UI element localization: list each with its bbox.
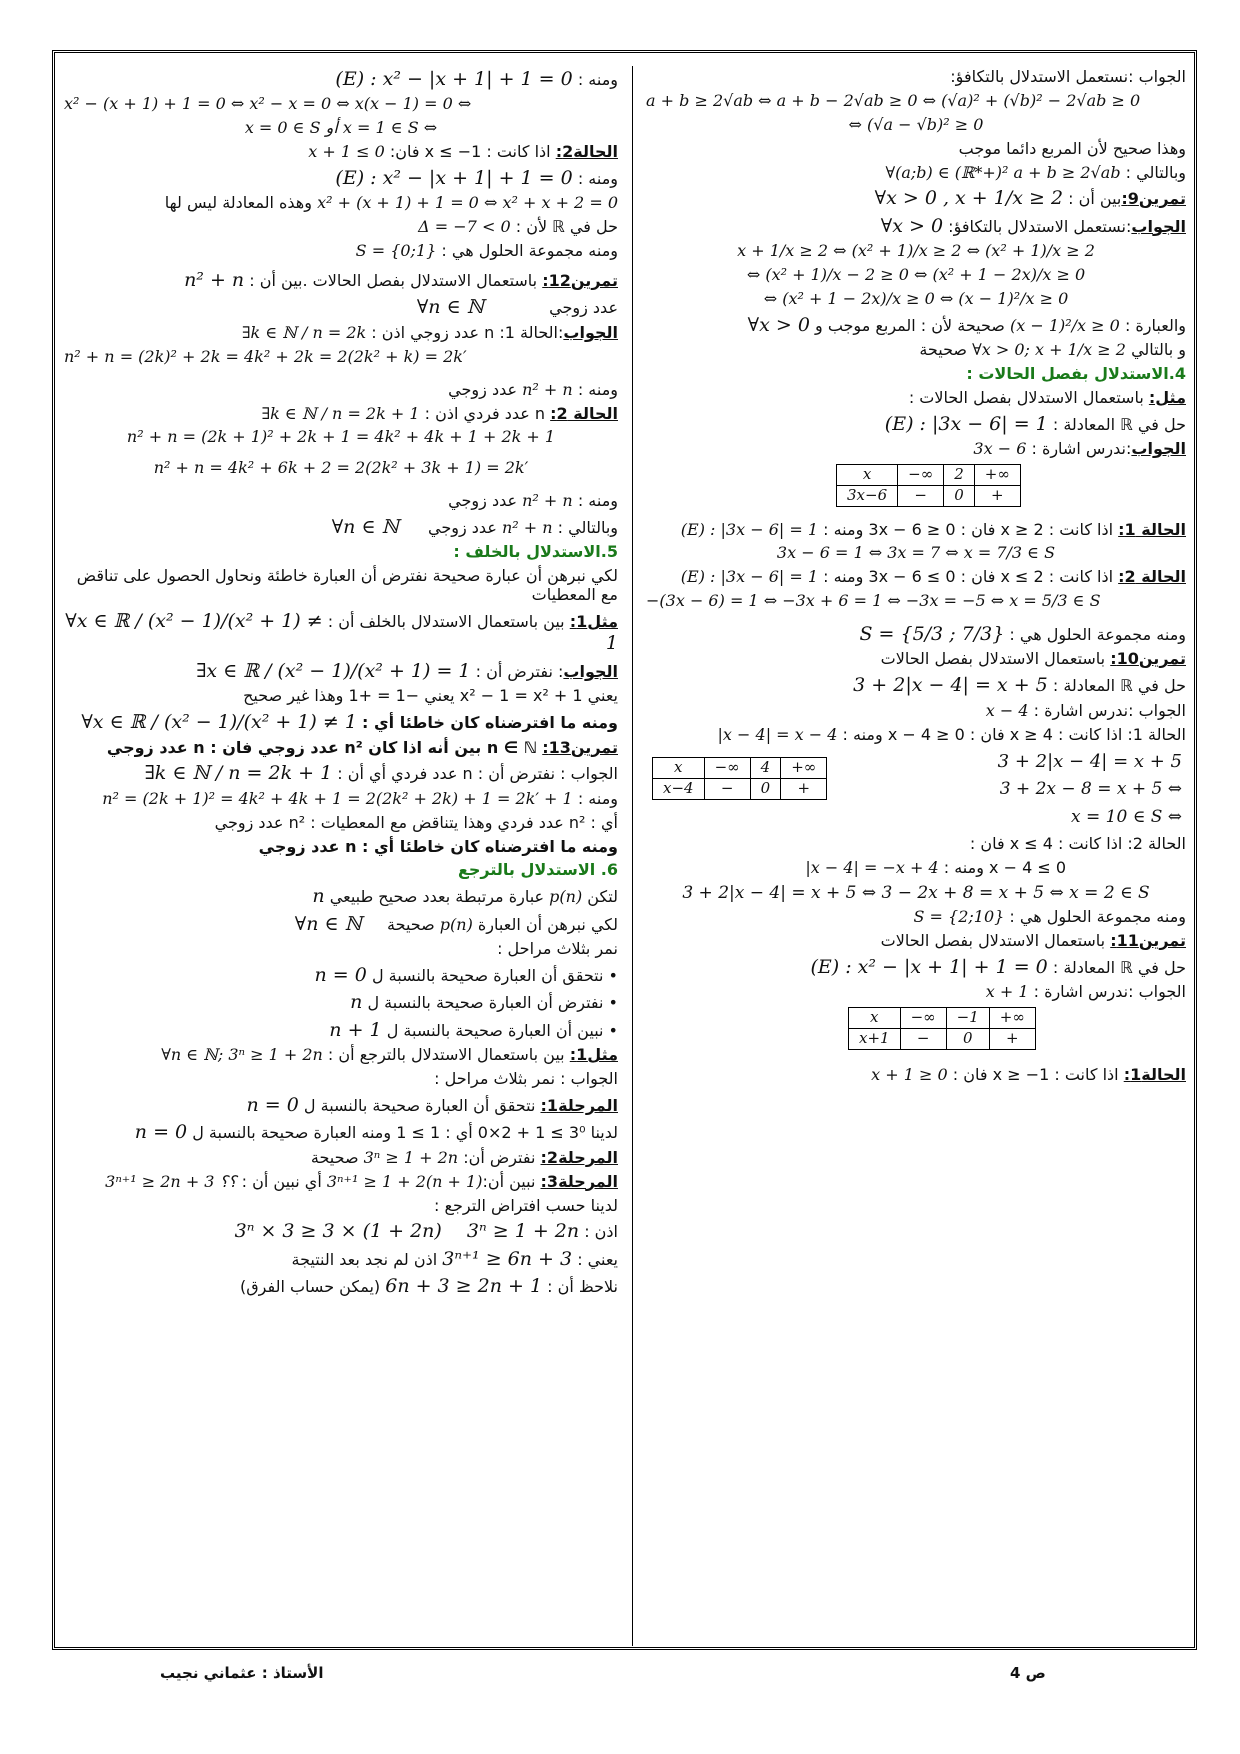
table-cell: 3x−6 xyxy=(837,485,898,506)
text-line: ومنه مجموعة الحلول هي : S = {0;1} xyxy=(355,241,618,261)
page-number: ص 4 xyxy=(1010,1664,1046,1682)
table-cell: x−4 xyxy=(653,779,705,800)
text-line: الجواب : نفترض أن : n عدد فردي أي أن : ∃k ∈ ℕ / n = 2k + 1 xyxy=(144,762,618,785)
sign-table xyxy=(640,464,1192,506)
text-line: أي : n² عدد فردي وهذا يتناقض مع المعطيات : n² عدد زوجي xyxy=(214,812,618,832)
text-line: حل في ℝ المعادلة : (E) : |3x − 6| = 1 xyxy=(884,412,1186,435)
text-line: ومنه : (E) : x² − |x + 1| + 1 = 0 xyxy=(335,68,618,90)
text-line: x − 4 ≤ 0 ومنه : |x − 4| = −x + 4 xyxy=(805,858,1066,878)
exercise-11: تمرين11: باستعمال الاستدلال بفصل الحالات xyxy=(880,931,1186,951)
table-cell: + xyxy=(781,779,827,800)
table-cell: +∞ xyxy=(974,465,1020,486)
exercise-9: تمرين9:بين أن : ∀x > 0 , x + 1/x ≥ 2 xyxy=(874,187,1186,210)
text-line: الجواب :نستعمل الاستدلال بالتكافؤ: xyxy=(950,67,1186,86)
table-cell: x+1 xyxy=(849,1028,901,1049)
sign-table xyxy=(848,1007,1036,1049)
text-line: حل في ℝ المعادلة : (E) : x² − |x + 1| + 1 = 0 xyxy=(810,955,1186,978)
table-cell: x xyxy=(837,465,898,486)
text-line: لكي نبرهن أن عبارة صحيحة نفترض أن العبارة خاطئة ونحاول الحصول على تناقض مع المعطيات xyxy=(76,566,618,605)
table-cell: +∞ xyxy=(781,758,827,779)
table-cell: 4 xyxy=(750,758,781,779)
math-line: x = 0 ∈ S أو x = 1 ∈ S ⇔ xyxy=(244,118,438,138)
text-line: ومنه ما افترضناه كان خاطئا أي : n عدد زوجي xyxy=(258,836,618,856)
text-line: ومنه مجموعة الحلول هي : S = {5/3 ; 7/3} xyxy=(859,623,1186,645)
text-line: وهذا صحيح لأن المربع دائما موجب xyxy=(958,138,1186,158)
list-item: • نبين أن العبارة صحيحة بالنسبة ل n + 1 xyxy=(64,1019,618,1041)
text-line: الحالة 2: n عدد فردي اذن : ∃k ∈ ℕ / n = 2k + 1 xyxy=(261,403,618,423)
column-divider xyxy=(632,66,633,1646)
math-line: x + 1/x ≥ 2 ⇔ (x² + 1)/x ≥ 2 ⇔ (x² + 1)/x ≥ 2 xyxy=(737,241,1095,261)
sign-table-wrap xyxy=(640,1007,1192,1049)
text-line: نمر بثلاث مراحل : xyxy=(497,939,618,959)
math-line: x² − (x + 1) + 1 = 0 ⇔ x² − x = 0 ⇔ x(x − 1) = 0 ⇔ xyxy=(64,94,472,114)
text-line: الجواب: نفترض أن : ∃x ∈ ℝ / (x² − 1)/(x² + 1) = 1 xyxy=(196,659,618,682)
text-line: اذن : 3ⁿ ≥ 1 + 2n 3ⁿ × 3 ≥ 3 × (1 + 2n) xyxy=(234,1220,618,1243)
math-line: a + b ≥ 2√ab ⇔ a + b − 2√ab ≥ 0 ⇔ (√a)² + (√b)² − 2√ab ≥ 0 xyxy=(646,90,1141,110)
example-1-induction: مثل1: بين باستعمال الاستدلال بالترجع أن : ∀n ∈ ℕ; 3ⁿ ≥ 1 + 2n xyxy=(161,1045,618,1065)
table-cell: −1 xyxy=(946,1008,989,1029)
text-line: ومنه : n² + n عدد زوجي xyxy=(448,379,618,399)
text-line: الجواب :ندرس اشارة : x + 1 xyxy=(985,982,1186,1002)
math-line: x = 10 ∈ S ⇔ xyxy=(1071,807,1182,828)
text-line: الجواب : نمر بثلاث مراحل : xyxy=(434,1069,618,1089)
text-line: حل في ℝ لأن : Δ = −7 < 0 xyxy=(418,217,618,237)
left-column xyxy=(58,68,624,1303)
table-cell: 0 xyxy=(946,1028,989,1049)
text-line: المرحلة3: نبين أن:3ⁿ⁺¹ ≥ 1 + 2(n + 1) أي نبين أن : 3ⁿ⁺¹ ≥ 2n + 3 ؟؟ xyxy=(105,1171,618,1191)
text-line: يعني x² − 1 = x² + 1 يعني −1 = +1 وهذا غير صحيح xyxy=(243,686,618,706)
list-item: • نتحقق أن العبارة صحيحة بالنسبة ل n = 0 xyxy=(64,964,618,986)
text-line: المرحلة1: نتحقق أن العبارة صحيحة بالنسبة ل n = 0 xyxy=(246,1093,618,1116)
table-cell: − xyxy=(898,485,944,506)
text-line: ومنه مجموعة الحلول هي : S = {2;10} xyxy=(913,907,1186,927)
text-line: الحالة 2: اذا كانت : x ≤ 2 فان : 3x − 6 ≤ 0 ومنه : (E) : |3x − 6| = 1 xyxy=(680,567,1186,587)
text-line: الحالة 1: اذا كانت : x ≥ 4 فان : x − 4 ≥ 0 ومنه : |x − 4| = x − 4 xyxy=(717,724,1186,744)
text-line: يعني : 3ⁿ⁺¹ ≥ 6n + 3 اذن لم نجد بعد النتيجة xyxy=(291,1247,618,1270)
table-cell: + xyxy=(974,485,1020,506)
text-line: الحالة1: اذا كانت : x ≥ −1 فان : x + 1 ≥ 0 xyxy=(871,1064,1186,1084)
text-line: الجواب:الحالة 1: n عدد زوجي اذن : ∃k ∈ ℕ / n = 2k xyxy=(241,322,618,342)
text-line: ومنه : n² + n عدد زوجي xyxy=(448,491,618,511)
text-line: الجواب:ندرس اشارة : 3x − 6 xyxy=(973,439,1186,459)
text-line: الحالة 1: اذا كانت : x ≥ 2 فان : 3x − 6 ≥ 0 ومنه : (E) : |3x − 6| = 1 xyxy=(680,519,1186,539)
text-line: لكي نبرهن أن العبارة p(n) صحيحة ∀n ∈ ℕ xyxy=(294,912,618,935)
exercise-12: تمرين12: باستعمال الاستدلال بفصل الحالات .بين أن : n² + n xyxy=(184,269,618,292)
text-line: الحالة2: اذا كانت : x ≤ −1 فان: x + 1 ≤ 0 xyxy=(308,142,618,162)
text-line: حل في ℝ المعادلة : 3 + 2|x − 4| = x + 5 xyxy=(853,674,1186,697)
text-line: الجواب :ندرس اشارة : x − 4 xyxy=(985,700,1186,720)
table-cell: −∞ xyxy=(898,465,944,486)
table-cell: + xyxy=(989,1028,1035,1049)
math-line: n² + n = (2k + 1)² + 2k + 1 = 4k² + 4k + 1 + 2k + 1 xyxy=(126,427,556,447)
text-line: وبالتالي : n² + n عدد زوجي ∀n ∈ ℕ xyxy=(331,516,618,538)
math-line: 3 + 2x − 8 = x + 5 ⇔ xyxy=(999,779,1182,800)
text-line: لدينا حسب افتراض الترجع : xyxy=(434,1195,618,1215)
table-cell: −∞ xyxy=(704,758,750,779)
table-cell: 0 xyxy=(750,779,781,800)
table-cell: x xyxy=(849,1008,901,1029)
exercise-10: تمرين10: باستعمال الاستدلال بفصل الحالات xyxy=(880,649,1186,669)
table-cell: − xyxy=(900,1028,946,1049)
text-line: و بالتالي ∀x > 0; x + 1/x ≥ 2 صحيحة xyxy=(919,340,1186,360)
text-line: ومنه ما افترضناه كان خاطئا أي : ∀x ∈ ℝ / (x² − 1)/(x² + 1) ≠ 1 xyxy=(81,711,618,734)
text-line: مثل: باستعمال الاستدلال بفصل الحالات : xyxy=(908,387,1186,407)
section-heading: 6. الاستدلال بالترجع xyxy=(457,860,618,880)
sign-table xyxy=(652,757,827,799)
exercise-13: تمرين13: n ∈ ℕ بين أنه اذا كان n² عدد زوجي فان : n عدد زوجي xyxy=(106,737,618,757)
section-heading: 4.الاستدلال بفصل الحالات : xyxy=(966,364,1186,384)
text-line: عدد زوجي ∀n ∈ ℕ xyxy=(416,296,618,319)
math-line: ⇔ (√a − √b)² ≥ 0 xyxy=(848,114,984,134)
author-credit: الأستاذ : عثماني نجيب xyxy=(160,1664,324,1682)
list-item: • نفترض أن العبارة صحيحة بالنسبة ل n xyxy=(64,991,618,1013)
math-line: ⇔ (x² + 1 − 2x)/x ≥ 0 ⇔ (x − 1)²/x ≥ 0 xyxy=(763,288,1069,308)
text-line: الجواب:نستعمل الاستدلال بالتكافؤ: ∀x > 0 xyxy=(880,214,1186,237)
text-line: وبالتالي : ∀(a;b) ∈ (ℝ*+)² a + b ≥ 2√ab xyxy=(885,162,1186,182)
text-line: ومنه : n² = (2k + 1)² = 4k² + 4k + 1 = 2(2k² + 2k) + 1 = 2k′ + 1 xyxy=(102,788,618,808)
text-line: الحالة 2: اذا كانت : x ≤ 4 فان : xyxy=(969,834,1186,854)
example-1: مثل1: بين باستعمال الاستدلال بالخلف أن : ∀x ∈ ℝ / (x² − 1)/(x² + 1) ≠ 1 xyxy=(65,610,618,655)
table-cell: − xyxy=(704,779,750,800)
table-cell: +∞ xyxy=(989,1008,1035,1029)
section-heading: 5.الاستدلال بالخلف : xyxy=(453,542,618,562)
table-cell: 2 xyxy=(944,465,975,486)
math-line: 3 + 2|x − 4| = x + 5 xyxy=(997,751,1182,773)
text-line: لتكن p(n) عبارة مرتبطة بعدد صحيح طبيعي n xyxy=(312,885,618,908)
math-line: 3 + 2|x − 4| = x + 5 ⇔ 3 − 2x + 8 = x + 5 ⇔ x = 2 ∈ S xyxy=(682,883,1150,904)
text-line: المرحلة2: نفترض أن: 3ⁿ ≥ 1 + 2n صحيحة xyxy=(310,1147,618,1167)
text-line: x² + (x + 1) + 1 = 0 ⇔ x² + x + 2 = 0 وهذه المعادلة ليس لها xyxy=(164,193,618,213)
case-block xyxy=(640,749,1192,835)
text-line: والعبارة : (x − 1)²/x ≥ 0 صحيحة لأن : المربع موجب و ∀x > 0 xyxy=(747,313,1186,336)
text-line: نلاحظ أن : 6n + 3 ≥ 2n + 1 (يمكن حساب الفرق) xyxy=(240,1275,618,1298)
math-line: ⇔ (x² + 1)/x − 2 ≥ 0 ⇔ (x² + 1 − 2x)/x ≥ 0 xyxy=(746,265,1086,285)
table-cell: −∞ xyxy=(900,1008,946,1029)
math-line: n² + n = (2k)² + 2k = 4k² + 2k = 2(2k² + k) = 2k′ xyxy=(64,346,467,366)
table-cell: x xyxy=(653,758,705,779)
math-line: −(3x − 6) = 1 ⇔ −3x + 6 = 1 ⇔ −3x = −5 ⇔ x = 5/3 ∈ S xyxy=(646,591,1101,611)
text-line: لدينا 3⁰ ≥ 1 + 2×0 أي : 1 ≥ 1 ومنه العبارة صحيحة بالنسبة ل n = 0 xyxy=(134,1121,618,1144)
math-line: n² + n = 4k² + 6k + 2 = 2(2k² + 3k + 1) = 2k′ xyxy=(153,458,529,478)
text-line: ومنه : (E) : x² − |x + 1| + 1 = 0 xyxy=(335,167,618,190)
math-line: 3x − 6 = 1 ⇔ 3x = 7 ⇔ x = 7/3 ∈ S xyxy=(776,543,1056,563)
table-cell: 0 xyxy=(944,485,975,506)
right-column xyxy=(640,68,1192,1090)
